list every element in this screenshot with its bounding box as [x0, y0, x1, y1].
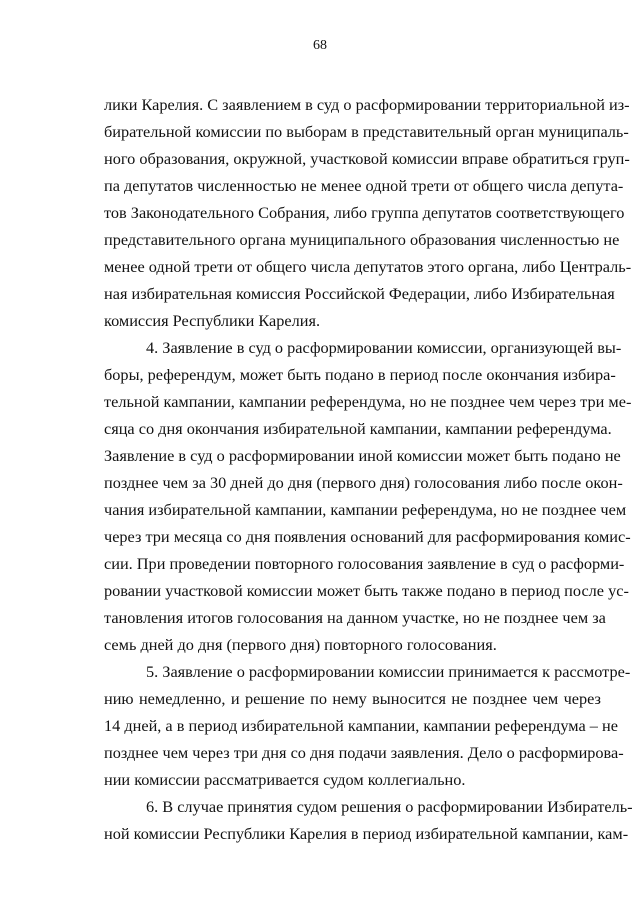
text-line: комиссия Республики Карелия. [104, 311, 321, 330]
text-line: тельной кампании, кампании референдума, но не позднее чем через три ме- [104, 392, 632, 411]
text-line: менее одной трети от общего числа депутатов этого органа, либо Централь- [104, 257, 632, 276]
text-line: сяца со дня окончания избирательной кампании, кампании референдума. [104, 419, 612, 438]
text-line: Заявление в суд о расформировании иной комиссии может быть подано не [104, 446, 621, 465]
text-line: ровании участковой комиссии может быть также подано в период после ус- [104, 581, 629, 600]
page-number: 68 [313, 38, 327, 53]
text-line: ного образования, окружной, участковой комиссии вправе обратиться груп- [104, 149, 630, 168]
text-line: позднее чем через три дня со дня подачи заявления. Дело о расформирова- [104, 743, 624, 762]
paragraph-first-line: 6. В случае принятия судом решения о расформировании Избиратель- [146, 797, 633, 816]
text-line: чания избирательной кампании, кампании референдума, но не позднее чем [104, 500, 627, 519]
paragraph-first-line: 4. Заявление в суд о расформировании комиссии, организующей вы- [146, 338, 622, 357]
text-line: нию немедленно, и решение по нему выносится не позднее чем через [104, 689, 601, 708]
text-line: бирательной комиссии по выборам в представительный орган муниципаль- [104, 122, 629, 141]
text-line: лики Карелия. С заявлением в суд о расформировании территориальной из- [104, 95, 630, 114]
text-line: 14 дней, а в период избирательной кампании, кампании референдума – не [104, 716, 618, 735]
text-line: па депутатов численностью не менее одной трети от общего числа депута- [104, 176, 624, 195]
text-line: тов Законодательного Собрания, либо группа депутатов соответствующего [104, 203, 625, 222]
text-line: ная избирательная комиссия Российской Федерации, либо Избирательная [104, 284, 615, 303]
text-line: ной комиссии Республики Карелия в период избирательной кампании, кам- [104, 824, 629, 843]
text-line: нии комиссии рассматривается судом коллегиально. [104, 770, 466, 789]
text-line: сии. При проведении повторного голосования заявление в суд о расформи- [104, 554, 625, 573]
document-body [104, 91, 633, 847]
text-line: семь дней до дня (первого дня) повторного голосования. [104, 635, 497, 654]
paragraph-first-line: 5. Заявление о расформировании комиссии принимается к рассмотре- [146, 662, 631, 681]
text-line: через три месяца со дня появления оснований для расформирования комис- [104, 527, 631, 546]
text-line: позднее чем за 30 дней до дня (первого дня) голосования либо после окон- [104, 473, 623, 492]
text-line: представительного органа муниципального образования численностью не [104, 230, 620, 249]
text-line: тановления итогов голосования на данном участке, но не позднее чем за [104, 608, 606, 627]
text-line: боры, референдум, может быть подано в период после окончания избира- [104, 365, 616, 384]
